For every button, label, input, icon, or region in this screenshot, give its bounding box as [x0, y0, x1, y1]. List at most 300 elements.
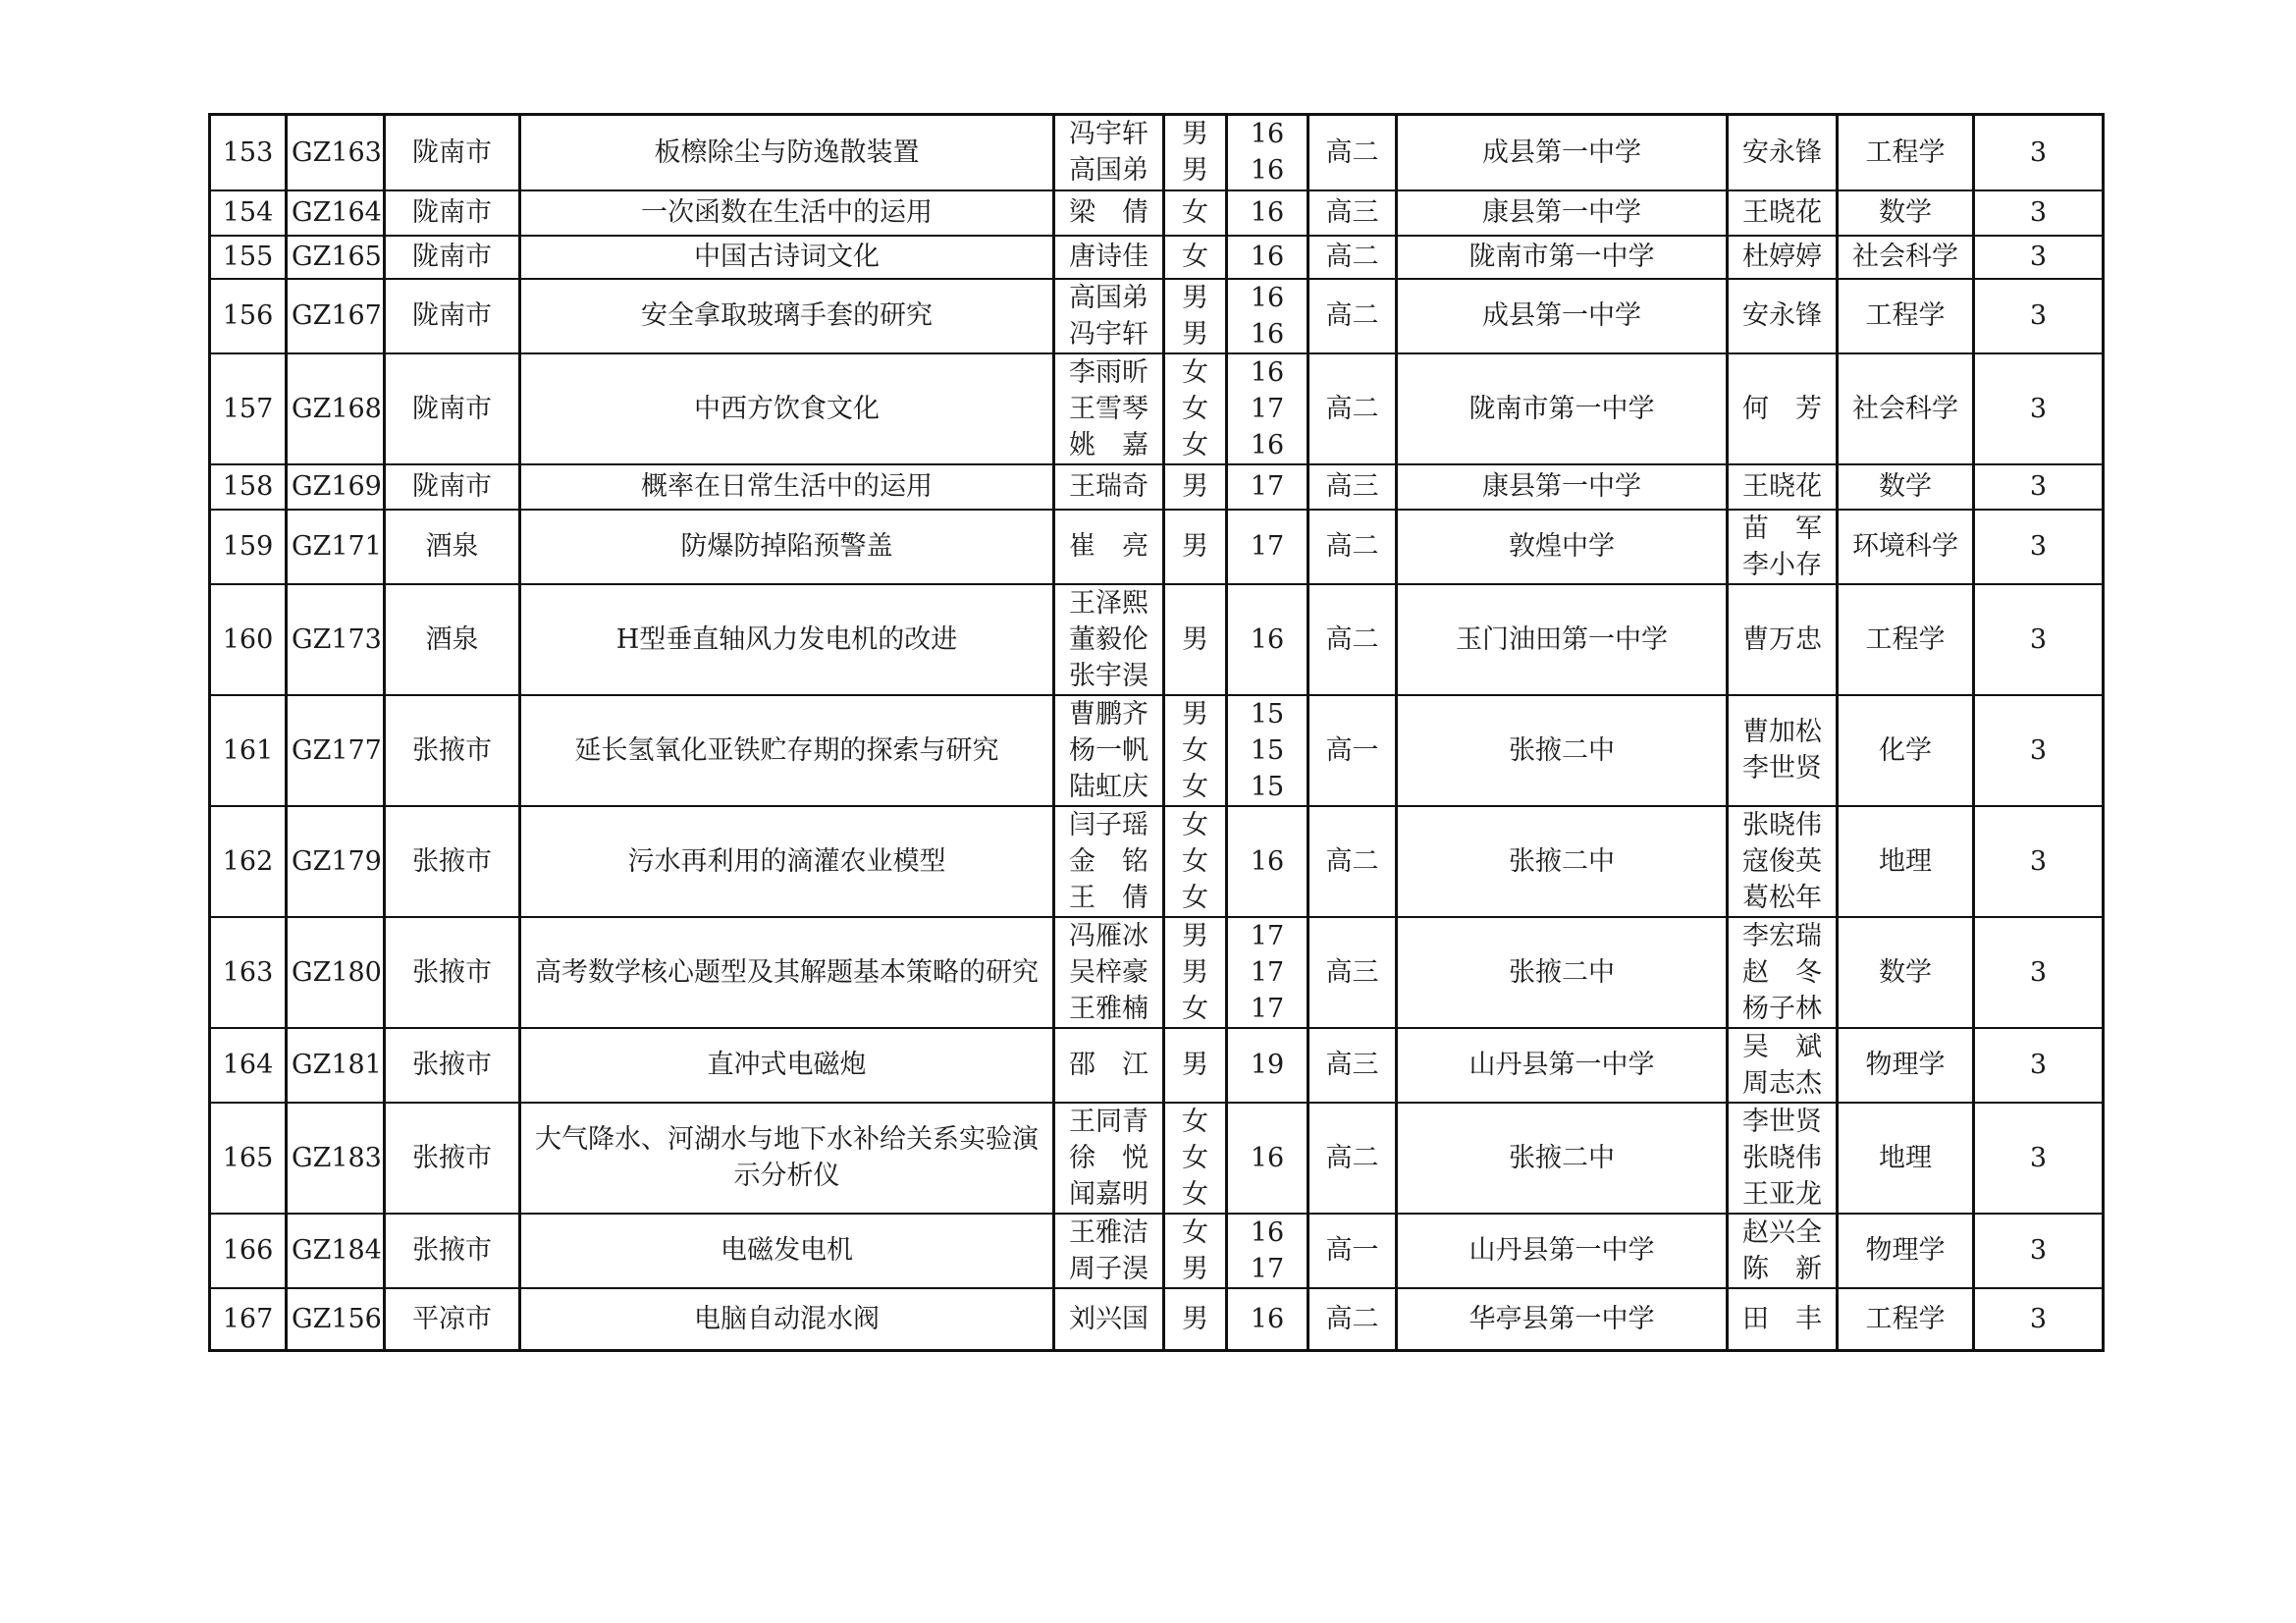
- genders-line: 女: [1182, 1106, 1208, 1137]
- city-cell: 张掖市: [385, 806, 520, 917]
- ages-cell: [1227, 1288, 1308, 1351]
- teachers-line: 王亚龙: [1742, 1178, 1822, 1210]
- award-level-cell: 3: [1974, 695, 2104, 806]
- subject-cell: 地理: [1838, 806, 1974, 917]
- students-cell: [1054, 695, 1164, 806]
- students-line: 姚 嘉: [1069, 429, 1148, 460]
- teachers-line: 张晓伟: [1742, 809, 1822, 840]
- teachers-cell: [1728, 695, 1838, 806]
- subject-cell: 社会科学: [1838, 353, 1974, 464]
- table-row: [210, 917, 2104, 1028]
- genders-line: 女: [1182, 882, 1208, 913]
- teachers-line: 陈 新: [1742, 1253, 1822, 1284]
- students-cell: [1054, 917, 1164, 1028]
- students-cell: [1054, 236, 1164, 279]
- students-line: 高国弟: [1069, 155, 1148, 187]
- project-id-cell: GZ169: [287, 464, 385, 510]
- students-line: 杨一帆: [1069, 734, 1148, 766]
- subject-cell: 物理学: [1838, 1214, 1974, 1288]
- teachers-line: 王晓花: [1742, 197, 1822, 228]
- students-line: 冯宇轩: [1069, 119, 1148, 150]
- genders-line: 女: [1182, 809, 1208, 840]
- students-line: 王雅楠: [1069, 993, 1148, 1024]
- city-cell: 陇南市: [385, 190, 520, 236]
- table-row: [210, 279, 2104, 353]
- project-title-cell: 概率在日常生活中的运用: [520, 464, 1054, 510]
- school-cell: 敦煌中学: [1397, 510, 1728, 584]
- ages-line: 16: [1250, 356, 1285, 388]
- table-row: [210, 115, 2104, 190]
- ages-cell: [1227, 1214, 1308, 1288]
- students-line: 王 倩: [1069, 882, 1148, 913]
- ages-line: 15: [1250, 771, 1285, 802]
- table-row: [210, 510, 2104, 584]
- genders-line: 女: [1182, 993, 1208, 1024]
- genders-cell: [1164, 510, 1227, 584]
- award-level-cell: 3: [1974, 917, 2104, 1028]
- students-line: 冯宇轩: [1069, 318, 1148, 350]
- genders-cell: [1164, 584, 1227, 695]
- project-title-cell: 大气降水、河湖水与地下水补给关系实验演示分析仪: [520, 1103, 1054, 1214]
- teachers-line: 王晓花: [1742, 471, 1822, 502]
- genders-line: 男: [1182, 1050, 1208, 1080]
- ages-cell: [1227, 279, 1308, 353]
- teachers-cell: [1728, 1028, 1838, 1103]
- grade-cell: 高三: [1308, 917, 1397, 1028]
- ages-cell: [1227, 695, 1308, 806]
- genders-line: 男: [1182, 282, 1208, 313]
- table-body: [210, 115, 2104, 1351]
- city-cell: 张掖市: [385, 695, 520, 806]
- project-title-cell: 电脑自动混水阀: [520, 1288, 1054, 1351]
- genders-cell: [1164, 115, 1227, 190]
- ages-cell: [1227, 190, 1308, 236]
- project-title-cell: 安全拿取玻璃手套的研究: [520, 279, 1054, 353]
- city-cell: 酒泉: [385, 584, 520, 695]
- ages-line: 16: [1250, 1303, 1285, 1334]
- teachers-cell: [1728, 510, 1838, 584]
- project-id-cell: GZ181: [287, 1028, 385, 1103]
- students-line: 陆虹庆: [1069, 771, 1148, 802]
- teachers-cell: [1728, 584, 1838, 695]
- genders-line: 男: [1182, 471, 1208, 502]
- grade-cell: 高二: [1308, 353, 1397, 464]
- teachers-cell: [1728, 917, 1838, 1028]
- project-id-cell: GZ164: [287, 190, 385, 236]
- award-table: [208, 113, 2105, 1352]
- ages-line: 17: [1250, 1253, 1285, 1284]
- table-row: [210, 236, 2104, 279]
- ages-line: 16: [1250, 318, 1285, 350]
- city-cell: 陇南市: [385, 279, 520, 353]
- row-number-cell: 154: [210, 190, 287, 236]
- students-line: 王瑞奇: [1069, 471, 1148, 502]
- award-level-cell: 3: [1974, 464, 2104, 510]
- students-line: 徐 悦: [1069, 1142, 1148, 1173]
- teachers-line: 寇俊英: [1742, 845, 1822, 877]
- ages-line: 17: [1250, 956, 1285, 988]
- row-number-cell: 158: [210, 464, 287, 510]
- genders-line: 男: [1182, 920, 1208, 951]
- row-number-cell: 164: [210, 1028, 287, 1103]
- genders-line: 女: [1182, 429, 1208, 460]
- award-level-cell: 3: [1974, 1214, 2104, 1288]
- award-level-cell: 3: [1974, 806, 2104, 917]
- genders-line: 男: [1182, 119, 1208, 150]
- genders-line: 女: [1182, 845, 1208, 877]
- school-cell: 成县第一中学: [1397, 115, 1728, 190]
- teachers-line: 周志杰: [1742, 1067, 1822, 1099]
- project-id-cell: GZ183: [287, 1103, 385, 1214]
- table-row: [210, 190, 2104, 236]
- genders-line: 女: [1182, 393, 1208, 424]
- city-cell: 张掖市: [385, 1103, 520, 1214]
- ages-cell: [1227, 1103, 1308, 1214]
- project-title-cell: 防爆防掉陷预警盖: [520, 510, 1054, 584]
- teachers-line: 李世贤: [1742, 1106, 1822, 1137]
- table-row: [210, 1103, 2104, 1214]
- subject-cell: 化学: [1838, 695, 1974, 806]
- ages-line: 16: [1250, 845, 1285, 877]
- students-line: 金 铭: [1069, 845, 1148, 877]
- city-cell: 张掖市: [385, 917, 520, 1028]
- ages-line: 16: [1250, 623, 1285, 655]
- students-cell: [1054, 1288, 1164, 1351]
- project-id-cell: GZ184: [287, 1214, 385, 1288]
- project-id-cell: GZ163: [287, 115, 385, 190]
- subject-cell: 工程学: [1838, 279, 1974, 353]
- teachers-cell: [1728, 1214, 1838, 1288]
- award-level-cell: 3: [1974, 584, 2104, 695]
- row-number-cell: 160: [210, 584, 287, 695]
- students-cell: [1054, 279, 1164, 353]
- ages-line: 17: [1250, 471, 1285, 502]
- teachers-line: 安永锋: [1742, 300, 1822, 331]
- subject-cell: 数学: [1838, 190, 1974, 236]
- teachers-line: 田 丰: [1742, 1303, 1822, 1334]
- teachers-cell: [1728, 1103, 1838, 1214]
- row-number-cell: 155: [210, 236, 287, 279]
- teachers-line: 曹加松: [1742, 717, 1822, 747]
- grade-cell: 高一: [1308, 1214, 1397, 1288]
- grade-cell: 高二: [1308, 806, 1397, 917]
- ages-cell: [1227, 1028, 1308, 1103]
- students-line: 闫子瑶: [1069, 809, 1148, 840]
- teachers-line: 赵兴全: [1742, 1217, 1822, 1248]
- table-row: [210, 584, 2104, 695]
- students-line: 周子淏: [1069, 1253, 1148, 1284]
- students-line: 邵 江: [1069, 1050, 1148, 1080]
- project-title-cell: 一次函数在生活中的运用: [520, 190, 1054, 236]
- students-line: 王同青: [1069, 1106, 1148, 1137]
- grade-cell: 高三: [1308, 464, 1397, 510]
- school-cell: 康县第一中学: [1397, 190, 1728, 236]
- genders-line: 男: [1182, 956, 1208, 988]
- genders-line: 男: [1182, 623, 1208, 655]
- table-row: [210, 1288, 2104, 1351]
- students-line: 董毅伦: [1069, 623, 1148, 655]
- ages-cell: [1227, 584, 1308, 695]
- table-row: [210, 464, 2104, 510]
- teachers-cell: [1728, 806, 1838, 917]
- students-cell: [1054, 353, 1164, 464]
- ages-cell: [1227, 917, 1308, 1028]
- genders-cell: [1164, 1028, 1227, 1103]
- students-cell: [1054, 1214, 1164, 1288]
- grade-cell: 高二: [1308, 1103, 1397, 1214]
- grade-cell: 高二: [1308, 1288, 1397, 1351]
- genders-line: 男: [1182, 155, 1208, 187]
- school-cell: 华亭县第一中学: [1397, 1288, 1728, 1351]
- award-level-cell: 3: [1974, 1288, 2104, 1351]
- school-cell: 康县第一中学: [1397, 464, 1728, 510]
- project-title-cell: 板檫除尘与防逸散装置: [520, 115, 1054, 190]
- ages-cell: [1227, 510, 1308, 584]
- genders-line: 男: [1182, 318, 1208, 350]
- ages-line: 16: [1250, 429, 1285, 460]
- students-cell: [1054, 584, 1164, 695]
- row-number-cell: 163: [210, 917, 287, 1028]
- project-id-cell: GZ165: [287, 236, 385, 279]
- row-number-cell: 159: [210, 510, 287, 584]
- students-cell: [1054, 806, 1164, 917]
- teachers-cell: [1728, 190, 1838, 236]
- table-row: [210, 695, 2104, 806]
- teachers-cell: [1728, 279, 1838, 353]
- genders-line: 女: [1182, 356, 1208, 388]
- genders-line: 女: [1182, 771, 1208, 802]
- subject-cell: 数学: [1838, 464, 1974, 510]
- teachers-cell: [1728, 464, 1838, 510]
- table-row: [210, 353, 2104, 464]
- students-line: 王雅洁: [1069, 1217, 1148, 1248]
- students-line: 张宇淏: [1069, 660, 1148, 691]
- project-id-cell: GZ173: [287, 584, 385, 695]
- school-cell: 张掖二中: [1397, 695, 1728, 806]
- project-id-cell: GZ156: [287, 1288, 385, 1351]
- ages-line: 16: [1250, 1217, 1285, 1248]
- row-number-cell: 156: [210, 279, 287, 353]
- row-number-cell: 157: [210, 353, 287, 464]
- row-number-cell: 166: [210, 1214, 287, 1288]
- teachers-line: 张晓伟: [1742, 1142, 1822, 1173]
- students-cell: [1054, 464, 1164, 510]
- teachers-line: 杨子林: [1742, 993, 1822, 1024]
- ages-line: 16: [1250, 242, 1285, 272]
- award-level-cell: 3: [1974, 1103, 2104, 1214]
- genders-cell: [1164, 917, 1227, 1028]
- ages-line: 17: [1250, 531, 1285, 562]
- genders-cell: [1164, 695, 1227, 806]
- students-line: 王泽熙: [1069, 587, 1148, 619]
- students-line: 冯雁冰: [1069, 920, 1148, 951]
- project-id-cell: GZ168: [287, 353, 385, 464]
- school-cell: 山丹县第一中学: [1397, 1028, 1728, 1103]
- ages-cell: [1227, 236, 1308, 279]
- ages-line: 16: [1250, 1142, 1285, 1173]
- city-cell: 陇南市: [385, 115, 520, 190]
- teachers-line: 李宏瑞: [1742, 920, 1822, 951]
- students-cell: [1054, 1028, 1164, 1103]
- genders-line: 男: [1182, 1303, 1208, 1334]
- ages-line: 17: [1250, 393, 1285, 424]
- teachers-line: 葛松年: [1742, 882, 1822, 913]
- genders-cell: [1164, 190, 1227, 236]
- ages-line: 19: [1250, 1050, 1285, 1080]
- grade-cell: 高二: [1308, 236, 1397, 279]
- award-level-cell: 3: [1974, 1028, 2104, 1103]
- city-cell: 张掖市: [385, 1214, 520, 1288]
- genders-line: 男: [1182, 698, 1208, 730]
- ages-line: 15: [1250, 698, 1285, 730]
- teachers-line: 安永锋: [1742, 136, 1822, 168]
- project-title-cell: 直冲式电磁炮: [520, 1028, 1054, 1103]
- school-cell: 陇南市第一中学: [1397, 353, 1728, 464]
- city-cell: 陇南市: [385, 236, 520, 279]
- ages-line: 17: [1250, 993, 1285, 1024]
- award-level-cell: 3: [1974, 190, 2104, 236]
- grade-cell: 高一: [1308, 695, 1397, 806]
- genders-line: 女: [1182, 734, 1208, 766]
- school-cell: 张掖二中: [1397, 917, 1728, 1028]
- row-number-cell: 165: [210, 1103, 287, 1214]
- genders-cell: [1164, 1288, 1227, 1351]
- project-title-cell: 中国古诗词文化: [520, 236, 1054, 279]
- project-id-cell: GZ180: [287, 917, 385, 1028]
- award-level-cell: 3: [1974, 115, 2104, 190]
- school-cell: 玉门油田第一中学: [1397, 584, 1728, 695]
- ages-line: 15: [1250, 734, 1285, 766]
- ages-cell: [1227, 353, 1308, 464]
- genders-line: 女: [1182, 1178, 1208, 1210]
- students-line: 曹鹏齐: [1069, 698, 1148, 730]
- students-line: 吴梓豪: [1069, 956, 1148, 988]
- teachers-line: 吴 斌: [1742, 1031, 1822, 1062]
- subject-cell: 工程学: [1838, 115, 1974, 190]
- project-title-cell: 电磁发电机: [520, 1214, 1054, 1288]
- table-row: [210, 1214, 2104, 1288]
- teachers-cell: [1728, 353, 1838, 464]
- ages-cell: [1227, 464, 1308, 510]
- ages-line: 16: [1250, 155, 1285, 187]
- award-level-cell: 3: [1974, 353, 2104, 464]
- students-line: 唐诗佳: [1069, 242, 1148, 272]
- subject-cell: 社会科学: [1838, 236, 1974, 279]
- students-cell: [1054, 1103, 1164, 1214]
- project-title-cell: 高考数学核心题型及其解题基本策略的研究: [520, 917, 1054, 1028]
- subject-cell: 工程学: [1838, 1288, 1974, 1351]
- students-cell: [1054, 115, 1164, 190]
- teachers-line: 赵 冬: [1742, 956, 1822, 988]
- project-id-cell: GZ171: [287, 510, 385, 584]
- project-id-cell: GZ179: [287, 806, 385, 917]
- row-number-cell: 161: [210, 695, 287, 806]
- students-line: 高国弟: [1069, 282, 1148, 313]
- school-cell: 张掖二中: [1397, 806, 1728, 917]
- genders-cell: [1164, 236, 1227, 279]
- teachers-line: 李世贤: [1742, 753, 1822, 784]
- teachers-cell: [1728, 115, 1838, 190]
- genders-line: 男: [1182, 1253, 1208, 1284]
- subject-cell: 环境科学: [1838, 510, 1974, 584]
- genders-line: 女: [1182, 1217, 1208, 1248]
- ages-line: 16: [1250, 282, 1285, 313]
- school-cell: 山丹县第一中学: [1397, 1214, 1728, 1288]
- genders-line: 女: [1182, 197, 1208, 228]
- genders-cell: [1164, 1214, 1227, 1288]
- students-line: 梁 倩: [1069, 197, 1148, 228]
- city-cell: 陇南市: [385, 464, 520, 510]
- students-line: 王雪琴: [1069, 393, 1148, 424]
- ages-cell: [1227, 806, 1308, 917]
- genders-line: 女: [1182, 1142, 1208, 1173]
- city-cell: 平凉市: [385, 1288, 520, 1351]
- project-id-cell: GZ177: [287, 695, 385, 806]
- genders-cell: [1164, 1103, 1227, 1214]
- genders-cell: [1164, 464, 1227, 510]
- subject-cell: 物理学: [1838, 1028, 1974, 1103]
- city-cell: 陇南市: [385, 353, 520, 464]
- genders-cell: [1164, 279, 1227, 353]
- genders-cell: [1164, 806, 1227, 917]
- school-cell: 张掖二中: [1397, 1103, 1728, 1214]
- genders-line: 女: [1182, 242, 1208, 272]
- students-cell: [1054, 510, 1164, 584]
- project-title-cell: 中西方饮食文化: [520, 353, 1054, 464]
- grade-cell: 高二: [1308, 279, 1397, 353]
- teachers-cell: [1728, 236, 1838, 279]
- project-title-cell: H型垂直轴风力发电机的改进: [520, 584, 1054, 695]
- teachers-line: 何 芳: [1742, 393, 1822, 424]
- students-line: 崔 亮: [1069, 531, 1148, 562]
- ages-line: 16: [1250, 197, 1285, 228]
- row-number-cell: 162: [210, 806, 287, 917]
- award-level-cell: 3: [1974, 510, 2104, 584]
- genders-cell: [1164, 353, 1227, 464]
- award-level-cell: 3: [1974, 279, 2104, 353]
- students-cell: [1054, 190, 1164, 236]
- ages-line: 16: [1250, 119, 1285, 150]
- genders-line: 男: [1182, 531, 1208, 562]
- row-number-cell: 167: [210, 1288, 287, 1351]
- students-line: 刘兴国: [1069, 1303, 1148, 1334]
- subject-cell: 工程学: [1838, 584, 1974, 695]
- grade-cell: 高二: [1308, 510, 1397, 584]
- school-cell: 陇南市第一中学: [1397, 236, 1728, 279]
- city-cell: 酒泉: [385, 510, 520, 584]
- teachers-cell: [1728, 1288, 1838, 1351]
- grade-cell: 高三: [1308, 190, 1397, 236]
- students-line: 闻嘉明: [1069, 1178, 1148, 1210]
- teachers-line: 李小存: [1742, 549, 1822, 580]
- table-row: [210, 1028, 2104, 1103]
- ages-line: 17: [1250, 920, 1285, 951]
- subject-cell: 数学: [1838, 917, 1974, 1028]
- teachers-line: 苗 军: [1742, 513, 1822, 544]
- row-number-cell: 153: [210, 115, 287, 190]
- teachers-line: 杜婷婷: [1742, 242, 1822, 272]
- ages-cell: [1227, 115, 1308, 190]
- project-id-cell: GZ167: [287, 279, 385, 353]
- grade-cell: 高三: [1308, 1028, 1397, 1103]
- subject-cell: 地理: [1838, 1103, 1974, 1214]
- city-cell: 张掖市: [385, 1028, 520, 1103]
- award-level-cell: 3: [1974, 236, 2104, 279]
- project-title-cell: 延长氢氧化亚铁贮存期的探索与研究: [520, 695, 1054, 806]
- table-row: [210, 806, 2104, 917]
- grade-cell: 高二: [1308, 584, 1397, 695]
- students-line: 李雨昕: [1069, 356, 1148, 388]
